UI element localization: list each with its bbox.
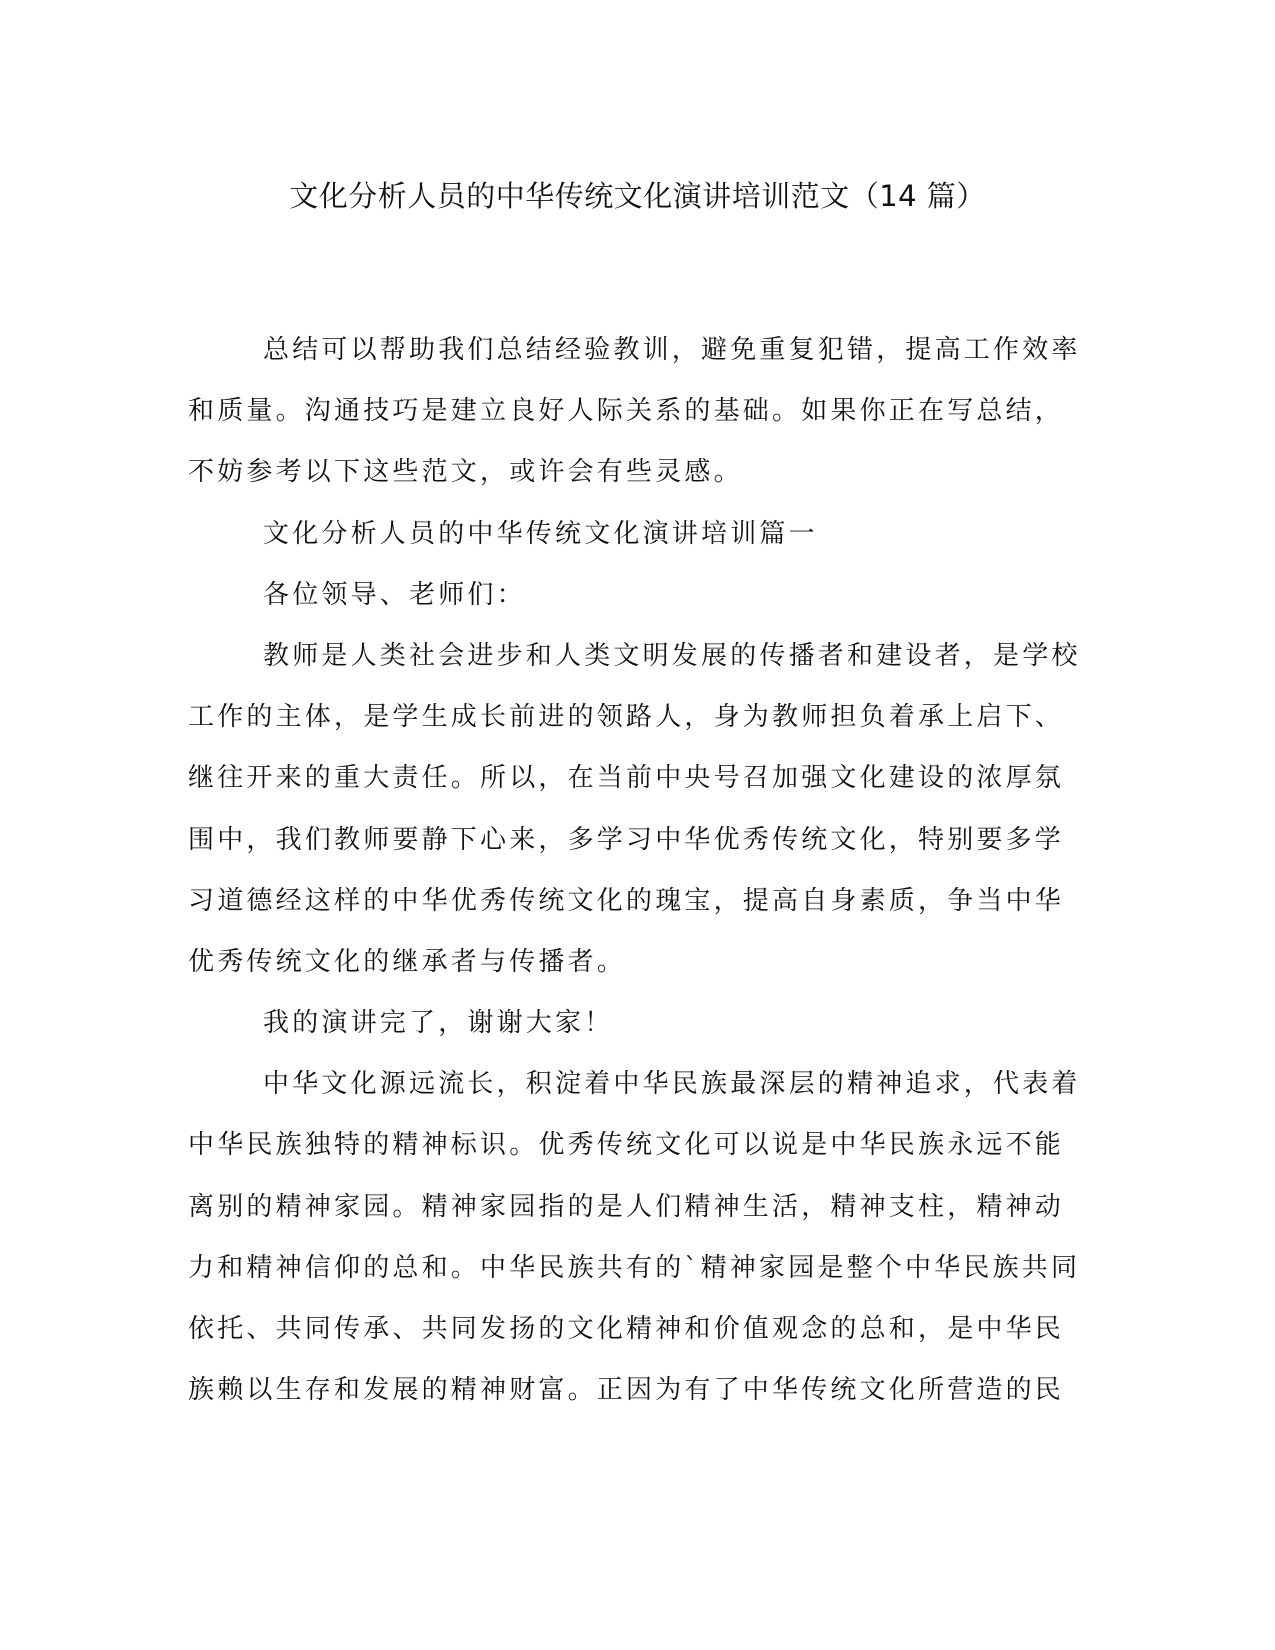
section-heading: 文化分析人员的中华传统文化演讲培训篇一 bbox=[263, 518, 818, 549]
paragraph-line: 中华文化源远流长，积淀着中华民族最深层的精神追求，代表着 bbox=[263, 1069, 1081, 1100]
closing-line: 我的演讲完了，谢谢大家！ bbox=[263, 1008, 614, 1039]
paragraph-line: 继往开来的重大责任。所以，在当前中央号召加强文化建设的浓厚氛 bbox=[188, 763, 1065, 794]
paragraph-line: 围中，我们教师要静下心来，多学习中华优秀传统文化，特别要多学 bbox=[188, 824, 1065, 855]
paragraph-line: 中华民族独特的精神标识。优秀传统文化可以说是中华民族永远不能 bbox=[188, 1130, 1065, 1161]
paragraph-line: 离别的精神家园。精神家园指的是人们精神生活，精神支柱，精神动 bbox=[188, 1191, 1065, 1222]
paragraph-line: 习道德经这样的中华优秀传统文化的瑰宝，提高自身素质，争当中华 bbox=[188, 885, 1065, 916]
paragraph-line: 力和精神信仰的总和。中华民族共有的`精神家园是整个中华民族共同 bbox=[188, 1252, 1081, 1283]
document-title: 文化分析人员的中华传统文化演讲培训范文（14 篇） bbox=[289, 179, 986, 213]
document-body bbox=[188, 320, 1088, 1421]
paragraph-line: 工作的主体，是学生成长前进的领路人，身为教师担负着承上启下、 bbox=[188, 702, 1065, 733]
paragraph-line: 总结可以帮助我们总结经验教训，避免重复犯错，提高工作效率 bbox=[263, 335, 1081, 365]
paragraph-line: 不妨参考以下这些范文，或许会有些灵感。 bbox=[188, 457, 743, 488]
paragraph-line: 和质量。沟通技巧是建立良好人际关系的基础。如果你正在写总结， bbox=[188, 396, 1065, 427]
salutation: 各位领导、老师们： bbox=[263, 579, 526, 610]
paragraph-line: 依托、共同传承、共同发扬的文化精神和价值观念的总和，是中华民 bbox=[188, 1314, 1065, 1344]
paragraph-line: 教师是人类社会进步和人类文明发展的传播者和建设者，是学校 bbox=[263, 640, 1081, 671]
paragraph-line: 优秀传统文化的继承者与传播者。 bbox=[188, 946, 627, 977]
paragraph-line: 族赖以生存和发展的精神财富。正因为有了中华传统文化所营造的民 bbox=[188, 1375, 1065, 1406]
